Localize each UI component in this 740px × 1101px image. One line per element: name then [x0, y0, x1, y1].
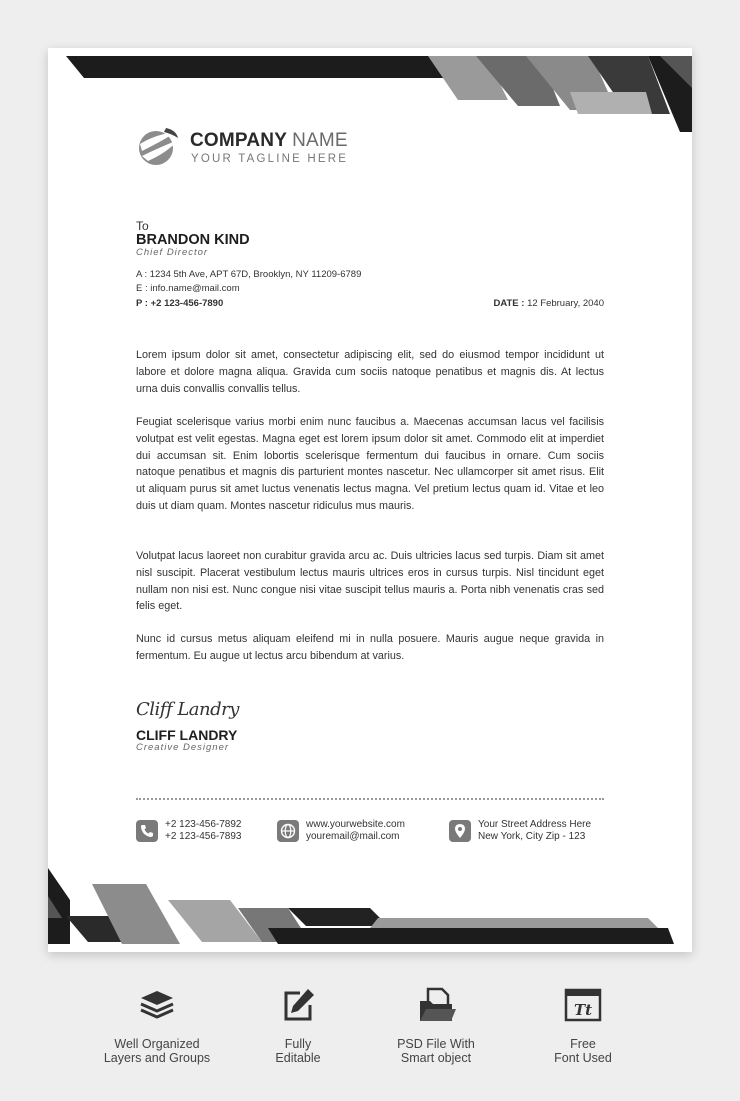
feature-row: [0, 985, 740, 1075]
recipient-name: BRANDON KIND: [136, 232, 250, 248]
footer-decoration: [48, 866, 692, 952]
globe-icon: [277, 820, 299, 842]
font-window-icon: [563, 985, 603, 1025]
svg-text:Tt: Tt: [573, 1001, 593, 1019]
phone-line: P : +2 123-456-7890: [136, 298, 224, 309]
footer-divider: [136, 798, 604, 800]
feature-psd: PSD File With Smart object: [361, 985, 511, 1065]
recipient-title: Chief Director: [136, 247, 209, 258]
folder-file-icon: [416, 985, 456, 1025]
letterhead-page: COMPANY NAME YOUR TAGLINE HERE To BRANDON KIND Chief Director A : 1234 5th Ave, APT 67D, Brooklyn, NY 11209-6789 E : info.name@mail.com P : +2 123-456-7890 DATE : 12 February, 2040 Lorem ipsum dolor sit amet, consectetur adipiscing elit, sed do eiusmod tempor incididunt ut labore et dolore magna aliqua. Gravida cum sociis natoque penatibus et magnis dis. At lectus urna duis convallis convallis tellus. Feugiat scelerisque varius morbi enim nunc faucibus a. Maecenas accumsan lacus vel facilisis volutpat est velit egestas. Magna eget est lorem ipsum dolor sit amet. Commodo elit at imperdiet dui accumsan sit. Enim lobortis scelerisque fermentum dui faucibus in ornare. Cum sociis natoque penatibus et magnis dis parturient montes nascetur. Nec ullamcorper sit amet risus. Elit ut aliquam purus sit amet luctus venenatis lectus magna. Vel pretium lectus quam id. Vitae et leo duis ut diam quam. Montes nascetur ridiculus mus mauris. Volutpat lacus laoreet non curabitur gravida arcu ac. Duis ultricies lacus sed turpis. Diam sit amet nisl suscipit. Placerat vestibulum lectus mauris ultrices eros in cursus turpis. Nisl tincidunt eget nullam non nisi est. Nunc congue nisi vitae suscipit tellus mauris a. Porta nibh venenatis cras sed felis eget. Nunc id cursus metus aliquam eleifend mi in nulla posuere. Mauris augue neque gravida in fermentum. Eu augue ut lectus arcu bibendum at varius. Cliff Landry CLIFF LANDRY Creative Designer +2 123-456-7892 +2 123-456-7893 www.yourwebsite.com youremail@mail.com Your Street Address Here New York, City Zip - 123: [48, 48, 692, 952]
sender-title: Creative Designer: [136, 742, 230, 753]
phone-icon: [136, 820, 158, 842]
feature-font: Tt Free Font Used: [508, 985, 658, 1065]
body-paragraph: Feugiat scelerisque varius morbi enim nunc faucibus a. Maecenas accumsan lacus vel facilisis volutpat est velit egestas. Magna eget est lorem ipsum dolor sit amet. Commodo elit at imperdiet dui accumsan sit. Enim lobortis scelerisque fermentum dui faucibus in ornare. Cum sociis natoque penatibus et magnis dis parturient montes nascetur. Nec ullamcorper sit amet risus. Elit ut aliquam purus sit amet luctus venenatis lectus magna. Vel pretium lectus quam id. Vitae et leo duis ut diam quam. Montes nascetur ridiculus mus mauris.: [136, 416, 604, 512]
body-paragraph: Lorem ipsum dolor sit amet, consectetur adipiscing elit, sed do eiusmod tempor incididunt ut labore et dolore magna aliqua. Gravida cum sociis natoque penatibus et magnis dis. At lectus urna duis convallis convallis tellus.: [136, 349, 604, 395]
body-paragraph: Nunc id cursus metus aliquam eleifend mi in nulla posuere. Mauris augue neque gravida in fermentum. Eu augue ut lectus arcu bibendum at varius.: [136, 633, 604, 662]
location-pin-icon: [449, 820, 471, 842]
handwritten-signature: Cliff Landry: [136, 699, 239, 720]
edit-icon: [278, 985, 318, 1025]
to-label: To: [136, 219, 149, 233]
sender-name: CLIFF LANDRY: [136, 727, 238, 743]
feature-layers: Well Organized Layers and Groups: [82, 985, 232, 1065]
swoosh-globe-icon: [136, 124, 180, 168]
body-paragraph: Volutpat lacus laoreet non curabitur gravida arcu ac. Duis ultricies lacus sed turpis. Diam sit amet nisl suscipit. Placerat vestibulum lectus mauris ultrices eros in cursus turpis. Nisl tincidunt eget nullam non nisi est. Nunc congue nisi vitae suscipit tellus mauris a. Porta nibh venenatis cras sed felis eget.: [136, 550, 604, 613]
company-name: COMPANY NAME: [190, 130, 348, 151]
feature-editable: Fully Editable: [223, 985, 373, 1065]
address-line: A : 1234 5th Ave, APT 67D, Brooklyn, NY 11209-6789: [136, 269, 362, 280]
layers-icon: [137, 985, 177, 1025]
email-line: E : info.name@mail.com: [136, 283, 240, 294]
company-tagline: YOUR TAGLINE HERE: [191, 153, 349, 165]
date-line: DATE : 12 February, 2040: [493, 298, 604, 309]
